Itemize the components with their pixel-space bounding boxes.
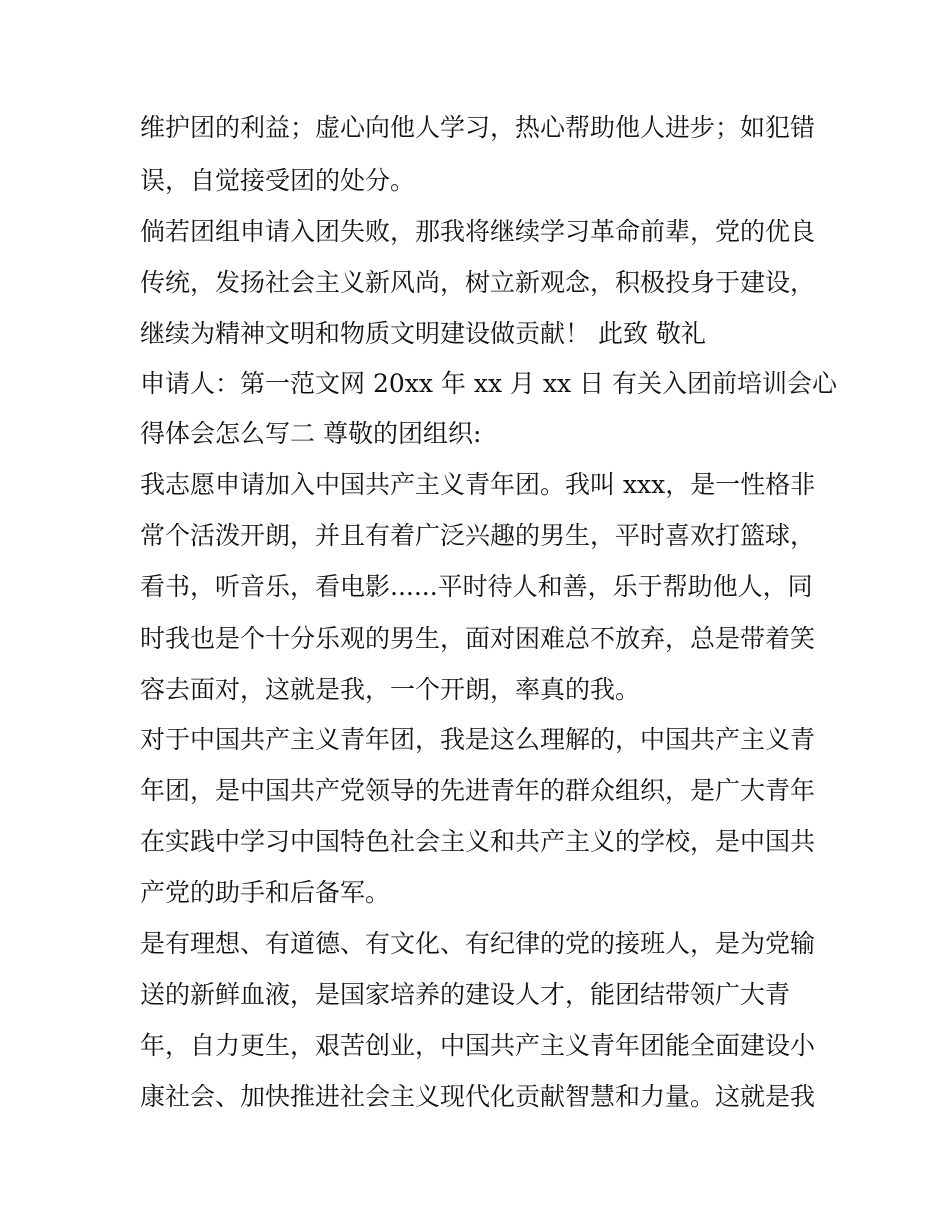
text-line: 误，自觉接受团的处分。 — [140, 166, 416, 195]
text-line: 康社会、加快推进社会主义现代化贡献智慧和力量。这就是我 — [140, 1082, 816, 1111]
text-line: 容去面对，这就是我，一个开朗，率真的我。 — [140, 675, 641, 704]
text-line: 得体会怎么写二 尊敬的团组织: — [140, 419, 482, 448]
text-line: 申请人：第一范文网 20xx 年 xx 月 xx 日 有关入团前培训会心 — [140, 369, 838, 398]
text-line: 在实践中学习中国特色社会主义和共产主义的学校，是中国共 — [140, 827, 816, 856]
text-line: 看书，听音乐，看电影......平时待人和善，乐于帮助他人，同 — [140, 572, 813, 601]
text-line: 倘若团组申请入团失败，那我将继续学习革命前辈，党的优良 — [140, 217, 816, 246]
text-line: 年，自力更生，艰苦创业，中国共产主义青年团能全面建设小 — [140, 1031, 816, 1060]
text-line: 是有理想、有道德、有文化、有纪律的党的接班人，是为党输 — [140, 929, 816, 958]
text-line: 我志愿申请加入中国共产主义青年团。我叫 xxx，是一性格非 — [140, 470, 816, 499]
text-line: 常个活泼开朗，并且有着广泛兴趣的男生，平时喜欢打篮球， — [140, 521, 816, 550]
text-line: 年团，是中国共产党领导的先进青年的群众组织，是广大青年 — [140, 776, 816, 805]
text-line: 时我也是个十分乐观的男生，面对困难总不放弃，总是带着笑 — [140, 624, 816, 653]
text-line: 传统，发扬社会主义新风尚，树立新观念，积极投身于建设， — [140, 268, 816, 297]
text-line: 继续为精神文明和物质文明建设做贡献！ 此致 敬礼 — [140, 319, 706, 348]
text-line: 产党的助手和后备军。 — [140, 878, 391, 907]
text-line: 送的新鲜血液，是国家培养的建设人才，能团结带领广大青 — [140, 980, 791, 1009]
text-line: 对于中国共产主义青年团，我是这么理解的，中国共产主义青 — [140, 725, 816, 754]
text-line: 维护团的利益；虚心向他人学习，热心帮助他人进步；如犯错 — [140, 113, 816, 142]
